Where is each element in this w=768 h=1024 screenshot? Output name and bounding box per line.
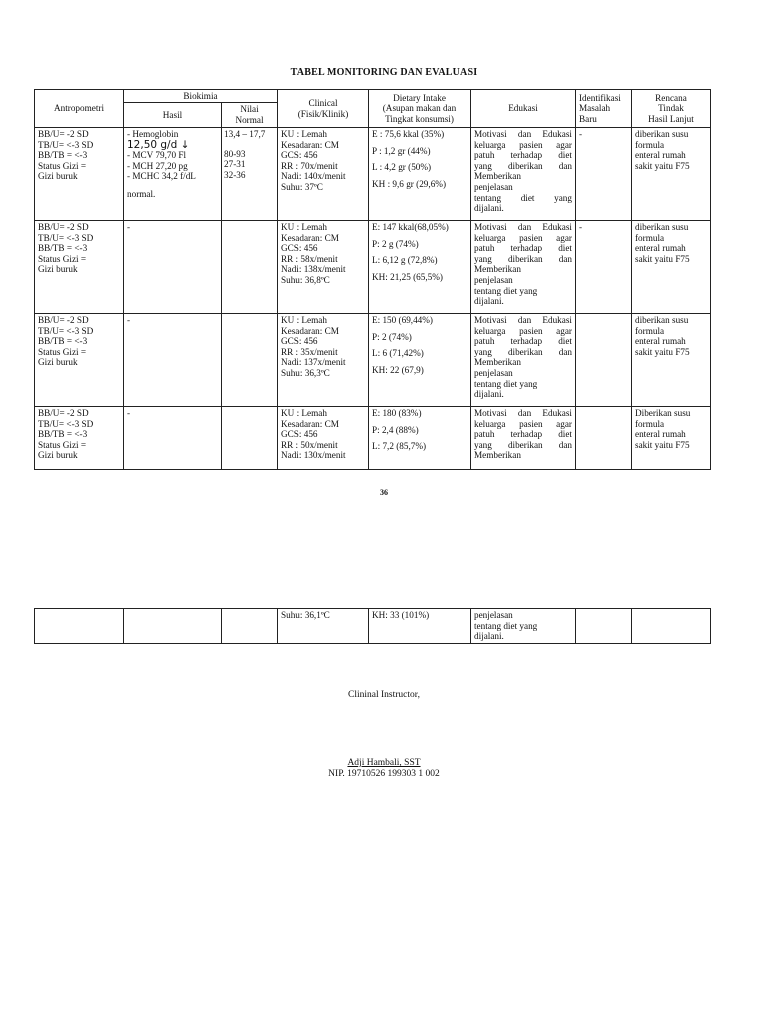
- cell-dietary: E : 75,6 kkal (35%) P : 1,2 gr (44%) L : 4,2 gr (50%) KH : 9,6 gr (29,6%): [369, 128, 471, 221]
- cell-identifikasi: [576, 314, 632, 407]
- cell-edukasi: penjelasan tentang diet yang dijalani.: [471, 609, 576, 644]
- cell-edukasi: Motivasi dan Edukasi keluarga pasien agar patuh terhadap diet yang diberikan dan Memberikan penjelasan tentang diet yang dijalani.: [471, 128, 576, 221]
- cell-hasil: -: [124, 221, 222, 314]
- header-identifikasi: Identifikasi Masalah Baru: [576, 90, 632, 128]
- cell-clinical: KU : Lemah Kesadaran: CM GCS: 456 RR : 35x/menit Nadi: 137x/menit Suhu: 36,3ºC: [278, 314, 369, 407]
- cell-dietary: KH: 33 (101%): [369, 609, 471, 644]
- cell-antropometri: BB/U= -2 SD TB/U= <-3 SD BB/TB = <-3 Status Gizi = Gizi buruk: [35, 314, 124, 407]
- header-clinical: Clinical (Fisik/Klinik): [278, 90, 369, 128]
- header-nilai-normal: Nilai Normal: [222, 103, 278, 128]
- cell-nilai-normal: [222, 609, 278, 644]
- signature-role: Clininal Instructor,: [348, 690, 420, 700]
- cell-identifikasi: -: [576, 221, 632, 314]
- cell-rencana: [632, 609, 711, 644]
- cell-identifikasi: [576, 407, 632, 470]
- cell-edukasi: Motivasi dan Edukasi keluarga pasien agar patuh terhadap diet yang diberikan dan Memberikan: [471, 407, 576, 470]
- cell-nilai-normal: [222, 221, 278, 314]
- signature-nip: NIP. 19710526 199303 1 002: [328, 769, 440, 779]
- cell-rencana: diberikan susu formula enteral rumah sakit yaitu F75: [632, 314, 711, 407]
- cell-hasil: - Hemoglobin 12,50 g/d ↓ - MCV 79,70 Fl - MCH 27,20 pg - MCHC 34,2 f/dL normal.: [124, 128, 222, 221]
- header-hasil: Hasil: [124, 103, 222, 128]
- table-row: [35, 609, 711, 644]
- cell-clinical: KU : Lemah Kesadaran: CM GCS: 456 RR : 70x/menit Nadi: 140x/menit Suhu: 37ºC: [278, 128, 369, 221]
- cell-identifikasi: [576, 609, 632, 644]
- cell-hasil: -: [124, 407, 222, 470]
- cell-rencana: Diberikan susu formula enteral rumah sakit yaitu F75: [632, 407, 711, 470]
- signature-name: Adji Hambali, SST: [347, 758, 421, 768]
- cell-hasil: [124, 609, 222, 644]
- cell-antropometri: [35, 609, 124, 644]
- cell-clinical: KU : Lemah Kesadaran: CM GCS: 456 RR : 58x/menit Nadi: 138x/menit Suhu: 36,8ºC: [278, 221, 369, 314]
- monitoring-table: [34, 89, 711, 470]
- cell-clinical: KU : Lemah Kesadaran: CM GCS: 456 RR : 50x/menit Nadi: 130x/menit: [278, 407, 369, 470]
- cell-edukasi: Motivasi dan Edukasi keluarga pasien agar patuh terhadap diet yang diberikan dan Memberikan penjelasan tentang diet yang dijalani.: [471, 314, 576, 407]
- cell-rencana: diberikan susu formula enteral rumah sakit yaitu F75: [632, 221, 711, 314]
- cell-nilai-normal: [222, 407, 278, 470]
- table-row: [35, 314, 711, 407]
- header-edukasi: Edukasi: [471, 90, 576, 128]
- monitoring-table-continuation: [34, 608, 711, 644]
- table-row: [35, 407, 711, 470]
- header-dietary-intake: Dietary Intake (Asupan makan dan Tingkat konsumsi): [369, 90, 471, 128]
- header-biokimia: Biokimia: [124, 90, 278, 103]
- cell-nilai-normal: [222, 314, 278, 407]
- cell-rencana: diberikan susu formula enteral rumah sakit yaitu F75: [632, 128, 711, 221]
- cell-antropometri: BB/U= -2 SD TB/U= <-3 SD BB/TB = <-3 Status Gizi = Gizi buruk: [35, 407, 124, 470]
- cell-hasil: -: [124, 314, 222, 407]
- cell-identifikasi: -: [576, 128, 632, 221]
- header-antropometri: Antropometri: [35, 90, 124, 128]
- cell-nilai-normal: 13,4 – 17,7 80-93 27-31 32-36: [222, 128, 278, 221]
- cell-clinical: Suhu: 36,1ºC: [278, 609, 369, 644]
- cell-dietary: E: 147 kkal(68,05%) P: 2 g (74%) L: 6,12 g (72,8%) KH: 21,25 (65,5%): [369, 221, 471, 314]
- page-title: TABEL MONITORING DAN EVALUASI: [290, 67, 478, 78]
- cell-dietary: E: 150 (69,44%) P: 2 (74%) L: 6 (71,42%) KH: 22 (67,9): [369, 314, 471, 407]
- table-row: [35, 221, 711, 314]
- header-rencana: Rencana Tindak Hasil Lanjut: [632, 90, 711, 128]
- cell-dietary: E: 180 (83%) P: 2,4 (88%) L: 7,2 (85,7%): [369, 407, 471, 470]
- page-number: 36: [380, 488, 388, 497]
- table-row: [35, 128, 711, 221]
- cell-antropometri: BB/U= -2 SD TB/U= <-3 SD BB/TB = <-3 Status Gizi = Gizi buruk: [35, 128, 124, 221]
- cell-antropometri: BB/U= -2 SD TB/U= <-3 SD BB/TB = <-3 Status Gizi = Gizi buruk: [35, 221, 124, 314]
- cell-edukasi: Motivasi dan Edukasi keluarga pasien agar patuh terhadap diet yang diberikan dan Memberikan penjelasan tentang diet yang dijalani.: [471, 221, 576, 314]
